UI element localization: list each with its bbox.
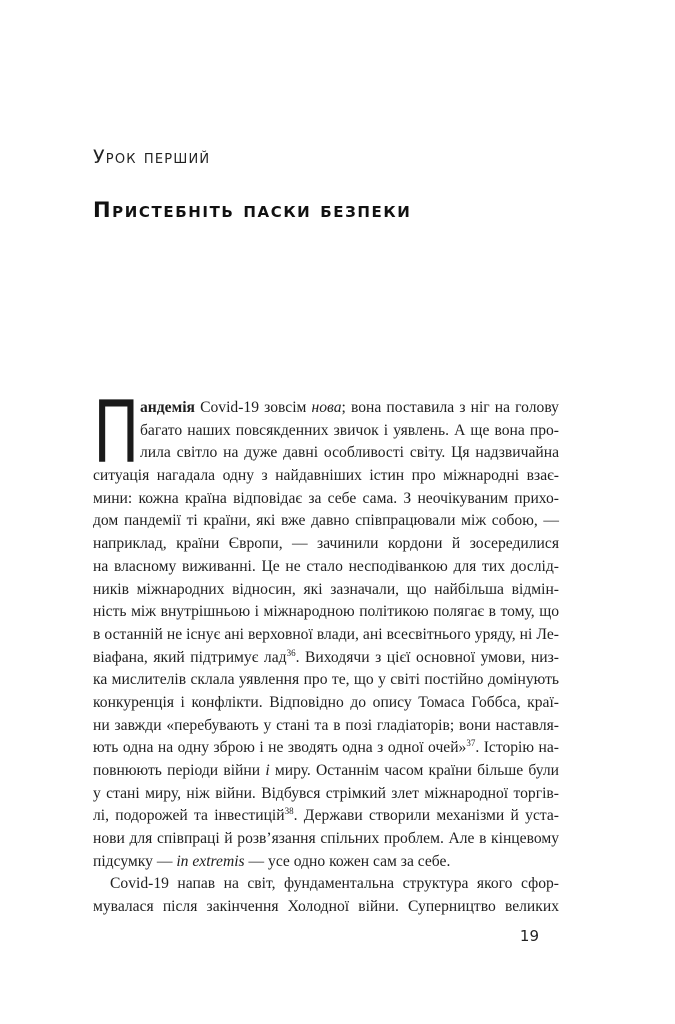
text-line: у стані миру, ніж війни. Відбувся стрімкий злет міжнародної торгів- xyxy=(93,784,559,802)
text-line: віафана, який підтримує лад$^{36}$. Виходячи з цієї основної умови, низ- xyxy=(93,647,560,666)
page-number: 19 xyxy=(519,927,539,945)
text-line: конкуренція і конфлікти. Відповідно до опису Томаса Гоббса, краї- xyxy=(93,693,559,711)
emphasis-i: і xyxy=(265,762,270,779)
text-line: ка мислителів склала уявлення про те, що у світі постійно домінують xyxy=(93,671,559,689)
footnote-ref: 37 xyxy=(466,738,476,749)
text-line: лі, подорожей та інвестицій$^{38}$. Держави створили механізми й уста- xyxy=(93,806,559,825)
emphasis-nova: нова xyxy=(311,399,342,416)
drop-cap-letter: П xyxy=(93,383,140,483)
text-line: на власному виживанні. Це не стало несподіванкою для тих дослід- xyxy=(93,557,559,575)
emphasis-in-extremis: in extremis xyxy=(176,852,245,870)
text-line: лила світло на дуже давні особливості світу. Ця надзвичайна xyxy=(140,444,559,462)
text-line: в останній не існує ані верховної влади, ані всесвітнього уряду, ні Ле- xyxy=(93,625,559,643)
text-line: ни завжди «перебувають у стані та в позі гладіаторів; вони наставля- xyxy=(93,716,559,734)
footnote-ref: 38 xyxy=(284,806,294,817)
text-line: повнюють періоди війни і миру. Останнім часом країни більше були xyxy=(93,762,559,779)
text-line: андемія Covid-19 зовсім нова; вона поставила з ніг на голову xyxy=(140,399,559,416)
text-line: мувалася після закінчення Холодної війни. Суперництво великих xyxy=(93,898,559,916)
chapter-title: Пристебніть паски безпеки xyxy=(93,198,412,222)
text-line: мини: кожна країна відповідає за себе сама. З неочікуваним прихо- xyxy=(93,489,559,507)
text-line: ників міжнародних відносин, які зазначали, що найбільша відмін- xyxy=(93,580,559,598)
lesson-label: Урок перший xyxy=(93,146,211,168)
body-paragraph xyxy=(93,383,560,919)
lead-word: андемія xyxy=(140,399,195,416)
text-line: ють одна на одну зброю і не зводять одна з одної очей»$^{37}$. Історію на- xyxy=(93,738,559,757)
text-line: ність між внутрішньою і міжнародною політикою полягає в тому, що xyxy=(93,603,559,621)
text-line: підсумку — in extremis — усе одно кожен сам за себе. xyxy=(93,852,451,870)
text-line: наприклад, країни Європи, — зачинили кордони й зосередилися xyxy=(93,535,559,553)
text-line: Covid-19 напав на світ, фундаментальна структура якого сфор- xyxy=(110,875,559,893)
footnote-ref: 36 xyxy=(286,647,296,658)
text-line: багато наших повсякденних звичок і уявлень. А ще вона про- xyxy=(140,421,559,439)
text-line: дом пандемії ті країни, які вже давно співпрацювали між собою, — xyxy=(93,512,559,530)
text-line: ситуація нагадала одну з найдавніших істин про міжнародні взає- xyxy=(93,467,559,485)
text-line: нови для співпраці й розв’язання спільних проблем. Але в кінцевому xyxy=(93,830,559,848)
